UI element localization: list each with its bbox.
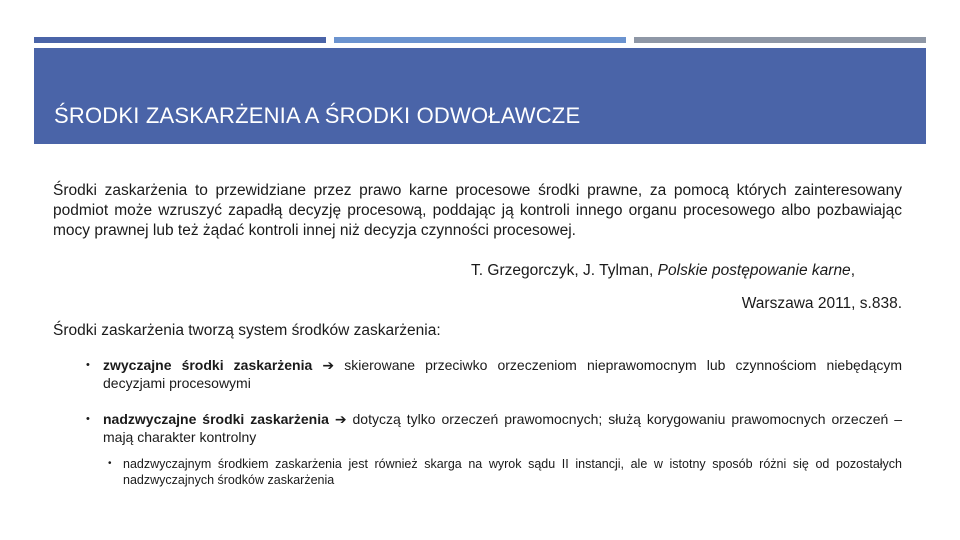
list-item-extraordinary-remedies [53,410,902,488]
list-item-ordinary-remedies [53,356,902,392]
definition-paragraph: Środki zaskarżenia to przewidziane przez prawo karne procesowe środki prawne, za pomocą których zainteresowany podmiot może wzruszyć zapadłą decyzję procesową, poddając ją kontroli innego organu procesowego albo pozbawiając mocy prawnej lub też żądać kontroli innej niż decyzja czynności procesowej. [53,182,902,239]
citation-authors: T. Grzegorczyk, J. Tylman, [471,262,658,279]
slide-content [53,181,902,488]
term-ordinary: zwyczajne środki zaskarżenia [103,357,313,373]
bullet-icon: • [86,359,90,371]
citation-publication: Warszawa 2011, s.838. [741,295,902,312]
system-intro: Środki zaskarżenia tworzą system środków zaskarżenia: [53,322,441,339]
remedies-list [53,356,902,488]
title-banner [34,48,926,144]
citation-book-title: Polskie postępowanie karne [657,262,851,279]
slide-title: ŚRODKI ZASKARŻENIA A ŚRODKI ODWOŁAWCZE [54,103,581,128]
extraordinary-description: dotyczą tylko orzeczeń prawomocnych; służą korygowaniu prawomocnych orzeczeń – mają charakter kontrolny [103,411,903,445]
sub-list [103,456,902,488]
accent-bar-light-blue [334,37,626,43]
accent-bar-dark-blue [34,37,326,43]
ordinary-description: skierowane przeciwko orzeczeniom nieprawomocnym lub czynnościom niebędącym decyzjami procesowymi [103,357,903,391]
complaint-note: nadzwyczajnym środkiem zaskarżenia jest również skarga na wyrok sądu II instancji, ale w istotny sposób różni się od pozostałych nadzwyczajnych środków zaskarżenia [123,457,902,487]
citation-comma: , [850,262,855,279]
sub-list-item-complaint [103,456,902,488]
arrow-right-icon: ➔ [322,357,335,373]
bullet-icon: • [108,458,112,469]
term-extraordinary: nadzwyczajne środki zaskarżenia [103,411,329,427]
citation-line [53,261,902,281]
accent-bar-gray [634,37,926,43]
arrow-right-icon: ➔ [334,411,347,427]
bullet-icon: • [86,413,90,425]
